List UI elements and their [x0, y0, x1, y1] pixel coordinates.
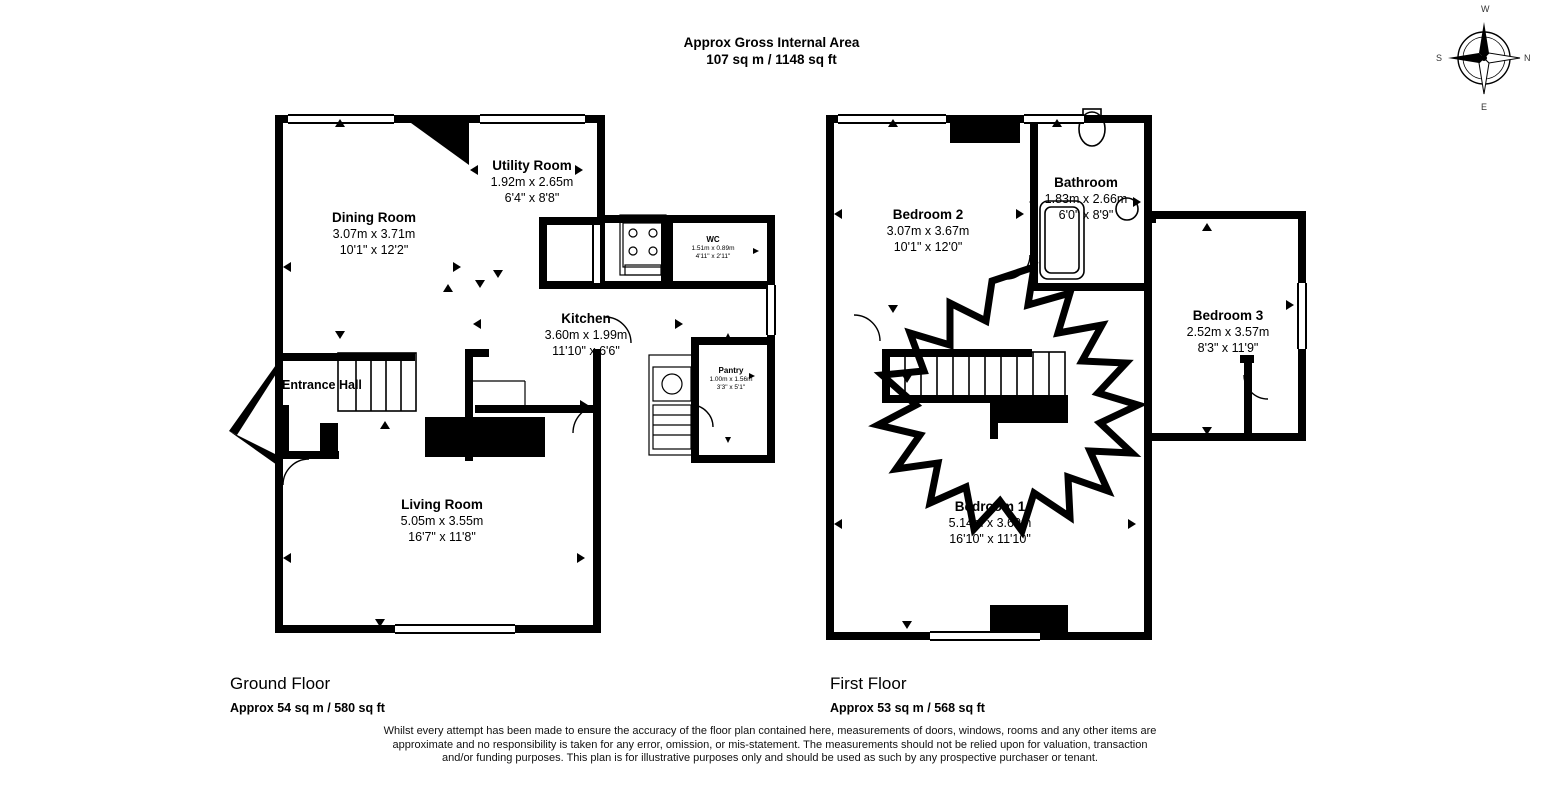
room-name: Bedroom 1 [954, 499, 1026, 514]
compass-label-e: E [1481, 102, 1488, 112]
dim-arrow-living-upright [580, 400, 588, 410]
dim-arrow-bed2-up [888, 119, 898, 127]
room-dim-imperial: 6'0" x 8'9" [1058, 208, 1114, 222]
room-dim-metric: 5.14m x 3.60m [948, 516, 1032, 530]
dim-arrow-bed1-down [902, 621, 912, 629]
room-name: Bathroom [1054, 175, 1118, 190]
room-label-living-room [322, 497, 562, 545]
room-dim-metric: 3.07m x 3.71m [332, 227, 416, 241]
room-label-dining-room [254, 210, 494, 258]
dim-arrow-pantry-up [725, 333, 731, 339]
room-dim-imperial: 4'11" x 2'11" [695, 253, 731, 260]
room-dim-metric: 1.00m x 1.56m [709, 375, 753, 383]
room-label-utility-room [412, 158, 652, 206]
room-dim-metric: 1.92m x 2.65m [490, 175, 574, 189]
room-dim-imperial: 10'1" x 12'2" [339, 243, 409, 257]
ground-floor-area: Approx 54 sq m / 580 sq ft [230, 701, 385, 715]
room-dim-metric: 3.07m x 3.67m [886, 224, 970, 238]
compass-label-s: S [1436, 53, 1443, 63]
gross-internal-area-header [0, 34, 1543, 68]
dim-arrow-dining-up [335, 119, 345, 127]
compass-icon [1434, 8, 1534, 108]
room-label-entrance-hall [282, 377, 432, 393]
dim-arrow-pantry-down [725, 437, 731, 443]
compass-rose [1434, 4, 1534, 112]
room-label-bathroom [968, 175, 1204, 223]
room-dim-metric: 1.51m x 0.89m [691, 244, 735, 252]
dim-arrow-dining-left [283, 262, 291, 272]
room-name: Kitchen [561, 311, 611, 326]
room-name: Entrance Hall [282, 378, 362, 392]
room-dim-imperial: 16'10" x 11'10" [949, 532, 1031, 546]
room-dim-metric: 2.52m x 3.57m [1186, 325, 1270, 339]
dim-arrow-dining-right [453, 262, 461, 272]
room-dim-imperial: 16'7" x 11'8" [408, 530, 476, 544]
gia-value: 107 sq m / 1148 sq ft [706, 52, 837, 67]
dim-arrow-living-right [577, 553, 585, 563]
dim-arrow-living-left [283, 553, 291, 563]
dim-arrow-bed1-up [902, 375, 912, 383]
room-label-bedroom-3 [1110, 308, 1346, 356]
room-name: Utility Room [492, 158, 572, 173]
first-floor-area: Approx 53 sq m / 568 sq ft [830, 701, 985, 715]
room-dim-imperial: 8'3" x 11'9" [1197, 341, 1259, 355]
dim-arrow-bed2-down [888, 305, 898, 313]
window-wc-right [766, 285, 776, 335]
room-name: Bedroom 3 [1192, 308, 1264, 323]
ground-floor-title: Ground Floor [230, 674, 331, 693]
window-bedroom1-bottom [930, 631, 1040, 641]
room-dim-imperial: 3'3" x 5'1" [716, 384, 746, 391]
dim-arrow-bed1-left [834, 519, 842, 529]
first-floor-title: First Floor [830, 674, 907, 693]
dim-arrow-bed3-up [1202, 223, 1212, 231]
dim-arrow-bed1-right [1128, 519, 1136, 529]
window-utility-right [592, 225, 602, 283]
room-dim-imperial: 11'10" x 6'6" [552, 344, 620, 358]
window-utility-top [480, 114, 585, 124]
dim-arrow-utility-down [493, 270, 503, 278]
room-dim-imperial: 6'4" x 8'8" [504, 191, 560, 205]
room-dim-metric: 1.83m x 2.66m [1044, 192, 1128, 206]
room-dim-metric: 5.05m x 3.55m [400, 514, 484, 528]
room-label-kitchen [466, 311, 706, 359]
dim-arrow-living-down [375, 619, 385, 627]
room-name: WC [706, 235, 720, 244]
dim-arrow-kitchen-down2 [475, 280, 485, 288]
room-label-pantry [676, 367, 786, 393]
dim-arrow-bath-up [1052, 119, 1062, 127]
gia-title: Approx Gross Internal Area [683, 35, 860, 50]
room-name: Living Room [401, 497, 483, 512]
room-label-bedroom-1 [872, 499, 1108, 547]
room-name: Dining Room [332, 210, 416, 225]
room-dim-metric: 3.60m x 1.99m [544, 328, 628, 342]
room-name: Bedroom 2 [892, 207, 964, 222]
disclaimer-text: Whilst every attempt has been made to ensure the accuracy of the floor plan contained here, measurements of doors, windows, rooms and any other items are approximate and no responsibility is taken for any error, omission, or mis-statement. The measurements should not be relied upon for valuation, transaction and/or funding purposes. This plan is for illustrative purposes only and should be used as such by any prospective purchaser or tenant. [383, 725, 1157, 764]
dim-arrow-bed3-down [1202, 427, 1212, 435]
room-name: Pantry [718, 366, 744, 375]
dim-arrow-dining-down [335, 331, 345, 339]
dim-arrow-living-up [380, 421, 390, 429]
dim-arrow-kitchen-up [443, 284, 453, 292]
room-label-wc [655, 236, 771, 262]
compass-label-w: W [1481, 4, 1490, 14]
window-living-bottom [395, 624, 515, 634]
room-dim-imperial: 10'1" x 12'0" [893, 240, 963, 254]
compass-label-n: N [1524, 53, 1531, 63]
